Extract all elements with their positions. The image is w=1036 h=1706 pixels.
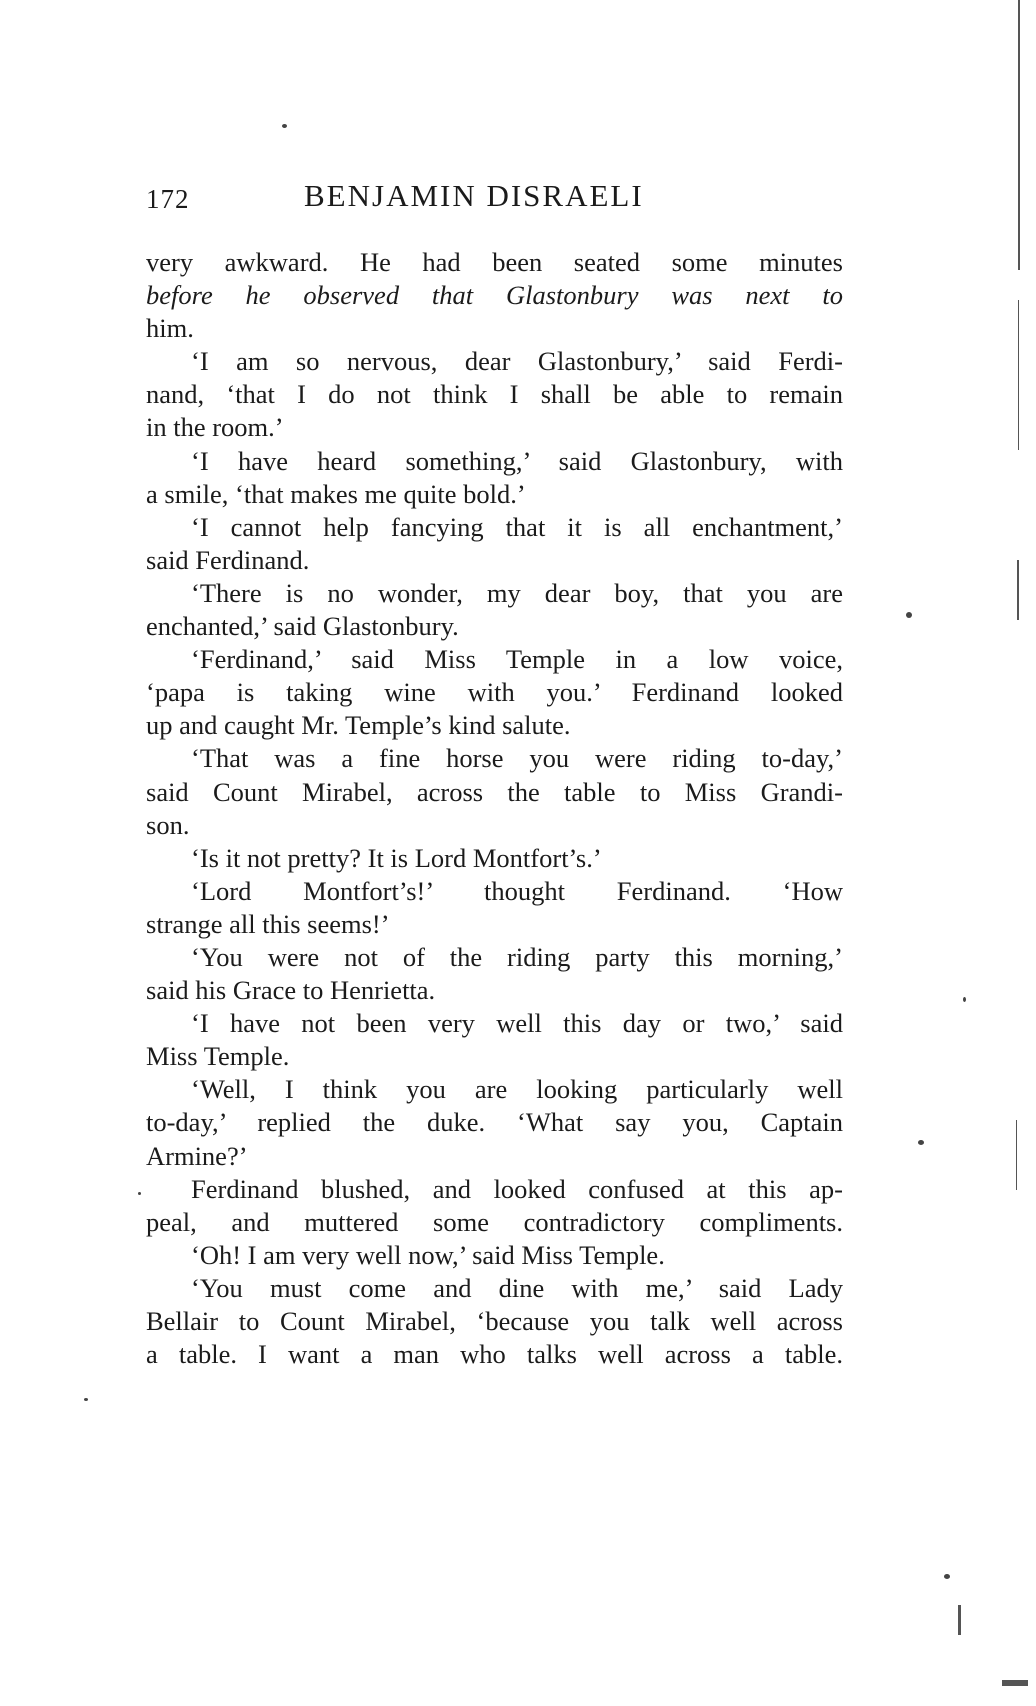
scan-speck bbox=[918, 1140, 924, 1145]
text-line: ‘You must come and dine with me,’ said Lady bbox=[191, 1272, 843, 1303]
text-line: before he observed that Glastonbury was next to bbox=[146, 280, 843, 311]
scan-speck bbox=[282, 124, 287, 128]
text-line: strange all this seems!’ bbox=[146, 908, 390, 939]
text-line: in the room.’ bbox=[146, 412, 284, 443]
scan-edge-mark bbox=[1017, 560, 1019, 620]
scan-edge-mark bbox=[1018, 300, 1019, 450]
text-line: ‘Oh! I am very well now,’ said Miss Temple. bbox=[191, 1239, 665, 1270]
running-head bbox=[146, 178, 846, 218]
scan-edge-mark bbox=[958, 1605, 961, 1635]
text-line: peal, and muttered some contradictory compliments. bbox=[146, 1206, 843, 1237]
text-line: enchanted,’ said Glastonbury. bbox=[146, 611, 459, 642]
scan-speck bbox=[84, 1398, 88, 1401]
text-line: son. bbox=[146, 809, 190, 840]
text-line: ‘There is no wonder, my dear boy, that you are bbox=[191, 577, 843, 608]
scan-edge-mark bbox=[1018, 0, 1020, 270]
scan-edge-mark bbox=[1002, 1680, 1028, 1686]
text-line: to-day,’ replied the duke. ‘What say you, Captain bbox=[146, 1107, 843, 1138]
text-line: ‘That was a fine horse you were riding to-day,’ bbox=[191, 743, 843, 774]
text-line: up and caught Mr. Temple’s kind salute. bbox=[146, 710, 571, 741]
text-line: ‘I cannot help fancying that it is all enchantment,’ bbox=[191, 511, 843, 542]
text-line: ‘Ferdinand,’ said Miss Temple in a low voice, bbox=[191, 644, 843, 675]
text-line: ‘I have heard something,’ said Glastonbury, with bbox=[191, 445, 843, 476]
text-line: Ferdinand blushed, and looked confused at this ap- bbox=[191, 1173, 843, 1204]
text-line: nand, ‘that I do not think I shall be able to remain bbox=[146, 379, 843, 410]
running-title: BENJAMIN DISRAELI bbox=[304, 178, 644, 213]
text-line: ‘I am so nervous, dear Glastonbury,’ said Ferdi- bbox=[191, 346, 843, 377]
text-line: very awkward. He had been seated some minutes bbox=[146, 247, 843, 277]
scan-speck bbox=[944, 1574, 950, 1579]
scan-speck bbox=[906, 612, 912, 618]
scan-edge-mark bbox=[1016, 1120, 1017, 1190]
text-line: Bellair to Count Mirabel, ‘because you talk well across bbox=[146, 1306, 843, 1336]
text-line: him. bbox=[146, 313, 194, 344]
text-line: a smile, ‘that makes me quite bold.’ bbox=[146, 478, 526, 509]
scan-speck bbox=[138, 1192, 141, 1195]
text-line: said his Grace to Henrietta. bbox=[146, 975, 436, 1006]
scan-speck bbox=[963, 997, 966, 1002]
text-line: ‘Is it not pretty? It is Lord Montfort’s.’ bbox=[191, 842, 602, 873]
text-line: ‘papa is taking wine with you.’ Ferdinand looked bbox=[146, 677, 843, 708]
page-number: 172 bbox=[146, 184, 190, 214]
body-text bbox=[146, 246, 843, 1371]
text-line: ‘You were not of the riding party this morning,’ bbox=[191, 941, 843, 972]
text-line: Armine?’ bbox=[146, 1140, 248, 1171]
text-line: Miss Temple. bbox=[146, 1041, 290, 1072]
text-line: said Count Mirabel, across the table to Miss Grandi- bbox=[146, 776, 843, 807]
text-line: ‘Lord Montfort’s!’ thought Ferdinand. ‘How bbox=[191, 875, 843, 906]
text-line: ‘Well, I think you are looking particularly well bbox=[191, 1074, 843, 1105]
text-line: said Ferdinand. bbox=[146, 544, 310, 575]
text-line: a table. I want a man who talks well across a table. bbox=[146, 1339, 843, 1370]
text-line: ‘I have not been very well this day or two,’ said bbox=[191, 1008, 843, 1039]
